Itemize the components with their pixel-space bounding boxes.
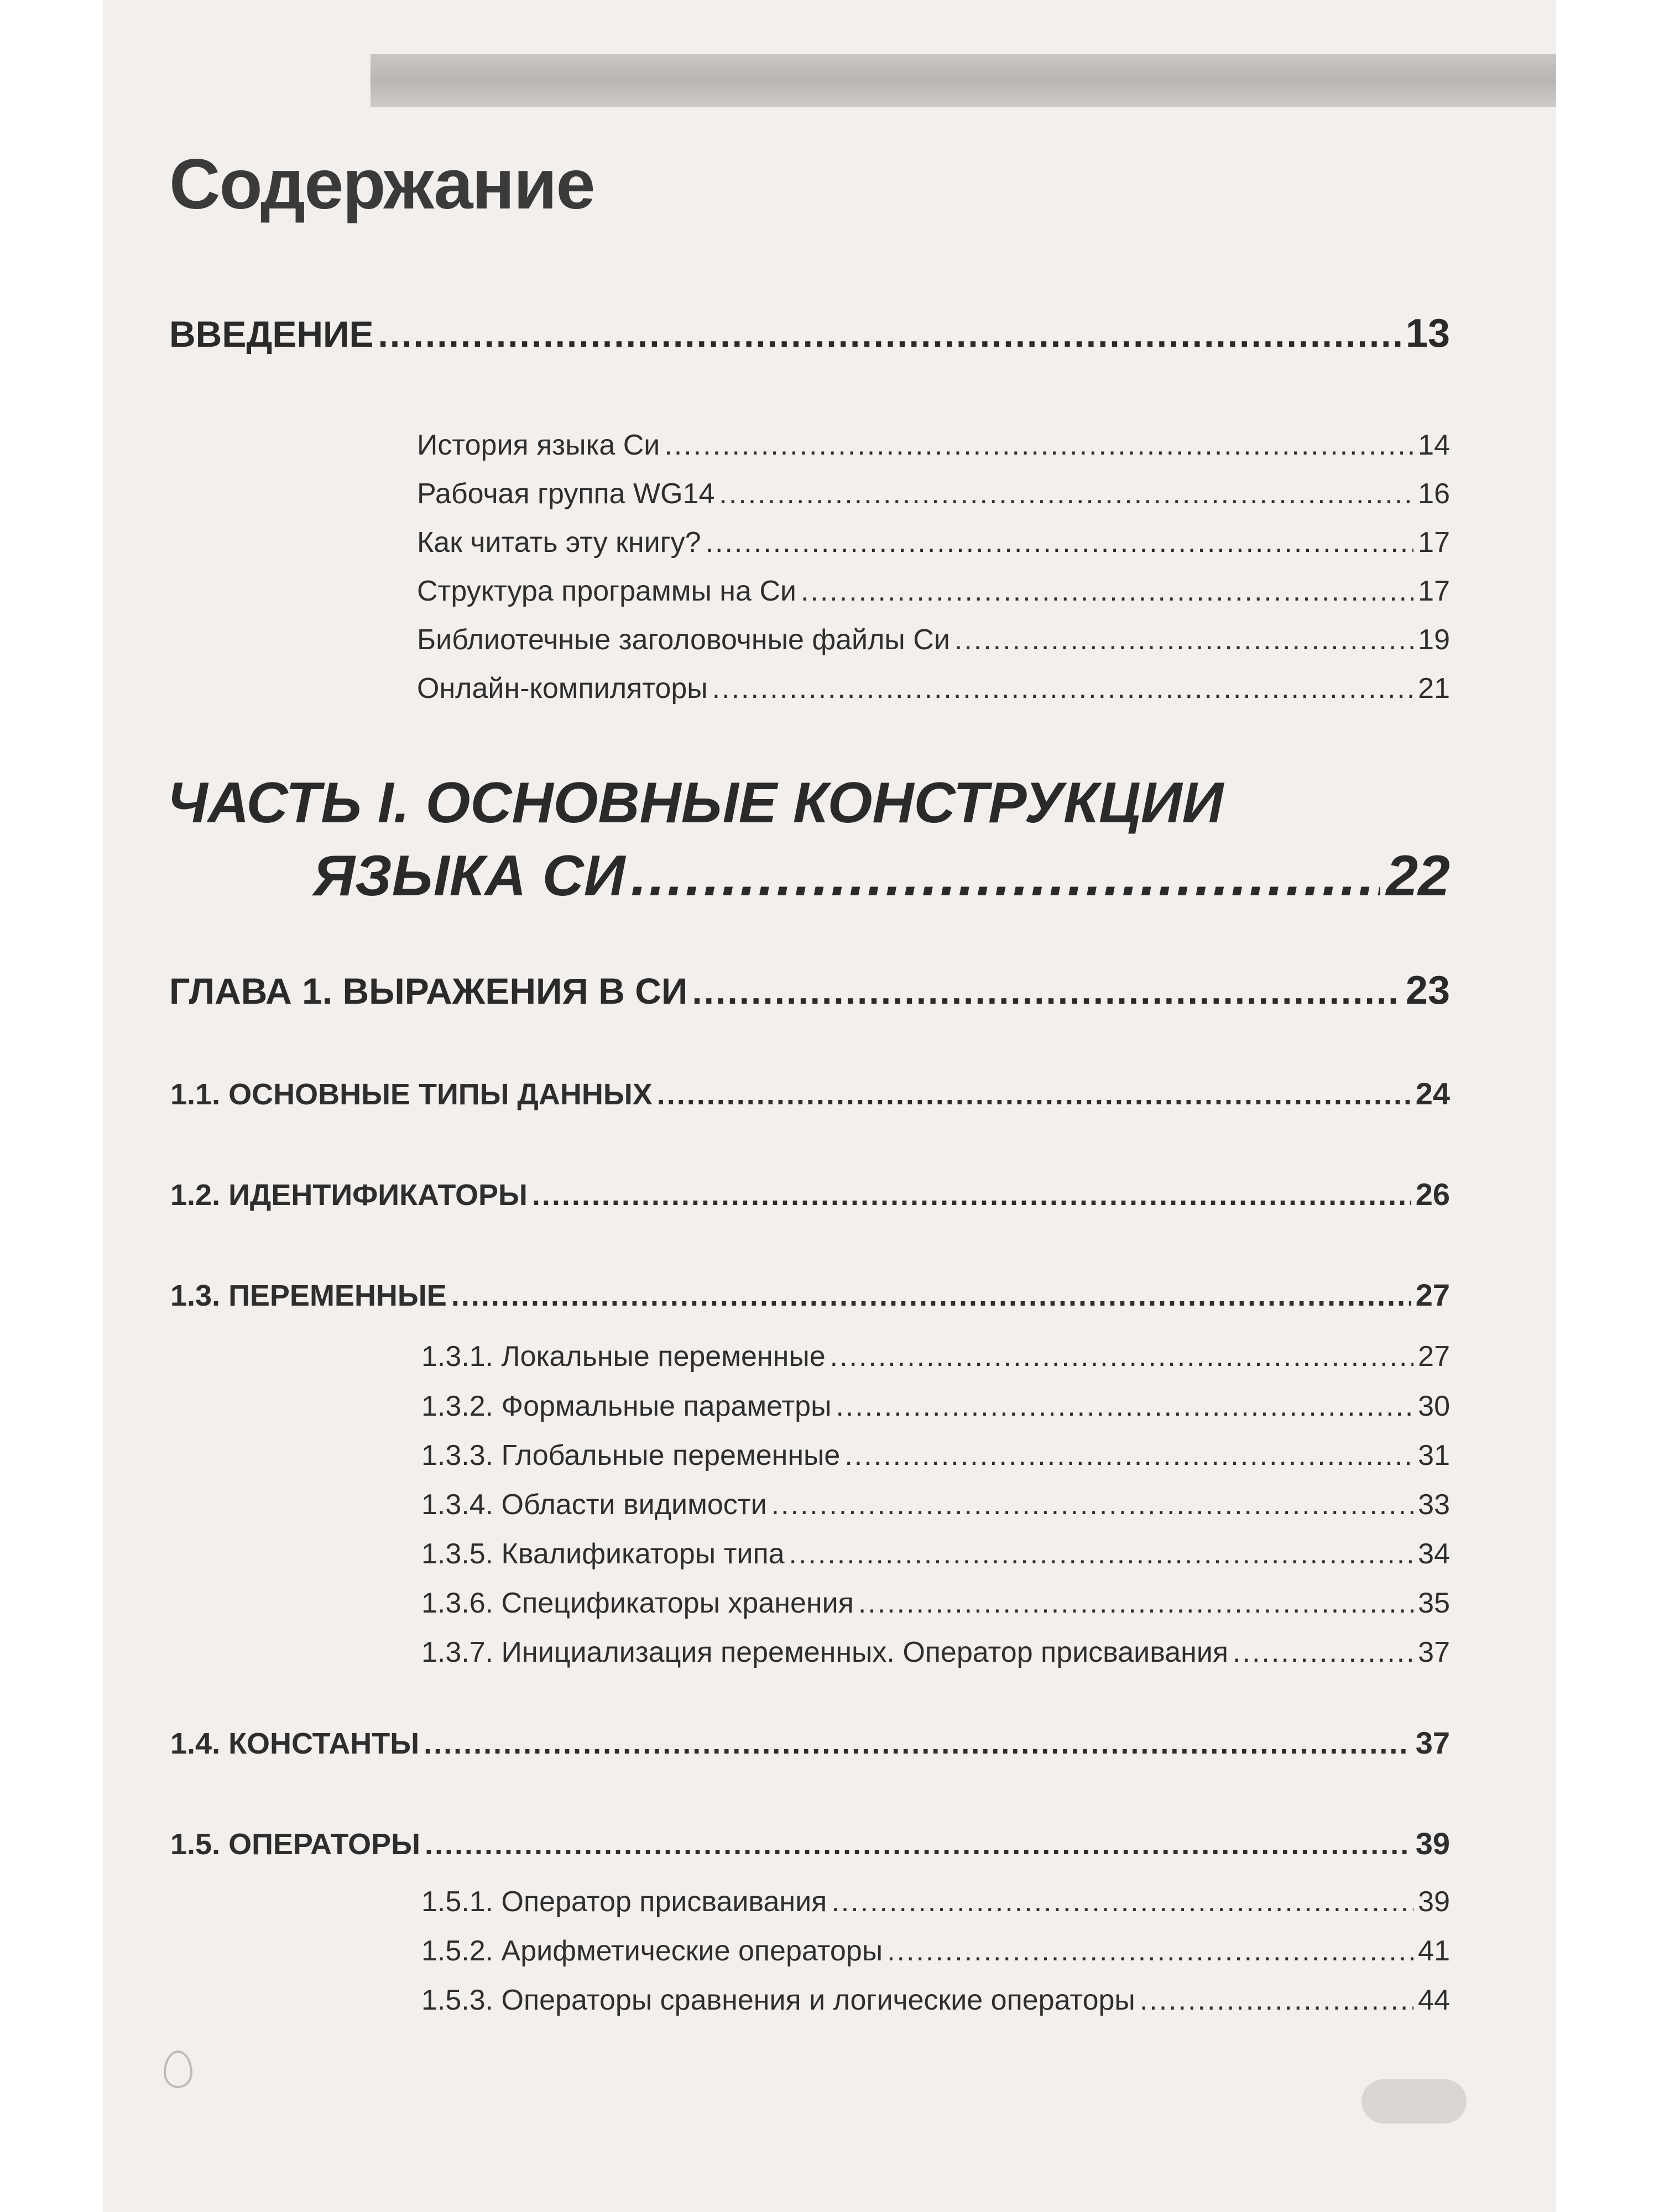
dot-leader	[706, 526, 1414, 560]
toc-entry-subsection[interactable]	[421, 1886, 1450, 1919]
toc-entry-page: 16	[1418, 478, 1450, 510]
toc-entry-label: Онлайн-компиляторы	[417, 672, 708, 705]
toc-entry-page: 17	[1418, 575, 1450, 607]
toc-entry-page: 13	[1405, 311, 1450, 356]
toc-entry-label: 1.3.3. Глобальные переменные	[421, 1439, 841, 1472]
toc-entry[interactable]	[417, 575, 1450, 608]
toc-entry-page: 39	[1415, 1826, 1450, 1861]
toc-entry-subsection[interactable]	[421, 1984, 1450, 2017]
toc-entry[interactable]	[417, 526, 1450, 560]
toc-entry-label: 1.2. ИДЕНТИФИКАТОРЫ	[170, 1178, 528, 1212]
toc-entry-label: 1.3.6. Спецификаторы хранения	[421, 1587, 854, 1619]
toc-entry-section[interactable]	[170, 1826, 1450, 1861]
toc-entry-page: 21	[1418, 672, 1450, 705]
dot-leader	[887, 1935, 1413, 1968]
toc-entry-page: 34	[1418, 1538, 1450, 1570]
dot-leader	[844, 1439, 1413, 1473]
toc-entry-page: 24	[1415, 1076, 1450, 1111]
dot-leader	[831, 1886, 1413, 1919]
toc-entry-page: 23	[1405, 968, 1450, 1013]
toc-entry-label: ГЛАВА 1. ВЫРАЖЕНИЯ В СИ	[169, 971, 688, 1011]
dot-leader	[378, 314, 1401, 356]
dot-leader	[424, 1726, 1411, 1761]
toc-entry-page: 41	[1418, 1935, 1450, 1967]
toc-entry[interactable]	[417, 478, 1450, 511]
dot-leader	[858, 1587, 1413, 1620]
toc-entry-section[interactable]	[170, 1177, 1450, 1212]
toc-entry-label: 1.3.2. Формальные параметры	[421, 1390, 832, 1422]
toc-entry[interactable]	[417, 624, 1450, 657]
dot-leader	[657, 1077, 1411, 1112]
dot-leader	[692, 971, 1401, 1013]
toc-entry-page: 33	[1418, 1489, 1450, 1521]
toc-entry-subsection[interactable]	[421, 1935, 1450, 1968]
toc-entry-page: 19	[1418, 624, 1450, 656]
dot-leader	[830, 1340, 1414, 1374]
toc-entry-label: 1.5. ОПЕРАТОРЫ	[170, 1828, 421, 1861]
toc-entry-label: Библиотечные заголовочные файлы Си	[417, 624, 950, 656]
toc-entry-page: 39	[1418, 1886, 1450, 1918]
toc-entry-intro[interactable]	[169, 311, 1450, 357]
toc-entry-label: История языка Си	[417, 429, 660, 461]
dot-leader	[719, 478, 1413, 511]
toc-entry-label: Структура программы на Си	[417, 575, 796, 607]
toc-entry-subsection[interactable]	[421, 1390, 1450, 1423]
toc-entry-section[interactable]	[170, 1725, 1450, 1761]
part-title-line-1[interactable]: ЧАСТЬ I. ОСНОВНЫЕ КОНСТРУКЦИИ	[167, 771, 1224, 835]
dot-leader	[664, 429, 1413, 462]
toc-entry-label: 1.5.1. Оператор присваивания	[421, 1886, 827, 1918]
part-page: 22	[1386, 844, 1450, 908]
toc-entry-label: 1.3.5. Квалификаторы типа	[421, 1538, 785, 1570]
dot-leader	[1140, 1984, 1413, 2017]
dot-leader	[954, 624, 1413, 657]
dot-leader	[532, 1178, 1411, 1212]
toc-entry-label: ВВЕДЕНИЕ	[169, 314, 374, 354]
toc-entry-page: 31	[1418, 1439, 1450, 1472]
dot-leader	[771, 1489, 1414, 1522]
toc-entry-label: Рабочая группа WG14	[417, 478, 715, 510]
dot-leader	[801, 575, 1413, 608]
toc-entry-page: 17	[1418, 526, 1450, 559]
toc-entry-page: 27	[1418, 1340, 1450, 1373]
toc-entry-label: Как читать эту книгу?	[417, 526, 701, 559]
dot-leader	[425, 1827, 1411, 1861]
toc-entry-section[interactable]	[170, 1076, 1450, 1112]
dot-leader	[451, 1279, 1411, 1313]
dot-leader	[836, 1390, 1413, 1423]
toc-entry-chapter-1[interactable]	[169, 968, 1450, 1014]
toc-entry-subsection[interactable]	[421, 1439, 1450, 1473]
toc-entry-page: 30	[1418, 1390, 1450, 1422]
toc-entry-label: 1.3.7. Инициализация переменных. Оператор присваивания	[421, 1636, 1229, 1668]
toc-entry[interactable]	[417, 429, 1450, 462]
toc-entry-label: 1.3. ПЕРЕМЕННЫЕ	[170, 1279, 447, 1312]
toc-entry-subsection[interactable]	[421, 1636, 1450, 1670]
toc-entry-page: 27	[1415, 1277, 1450, 1312]
toc-entry-page: 35	[1418, 1587, 1450, 1619]
toc-entry-subsection[interactable]	[421, 1538, 1450, 1571]
toc-entry-label: 1.5.3. Операторы сравнения и логические операторы	[421, 1984, 1135, 2016]
toc-entry-page: 37	[1415, 1725, 1450, 1760]
toc-entry-subsection[interactable]	[421, 1489, 1450, 1522]
dot-leader	[712, 672, 1413, 706]
part-title-line-2[interactable]	[313, 844, 1450, 908]
page-title: Содержание	[169, 145, 594, 224]
toc-entry-label: 1.4. КОНСТАНТЫ	[170, 1727, 420, 1760]
toc-entry-page: 37	[1418, 1636, 1450, 1668]
dot-leader	[1233, 1636, 1413, 1670]
toc-entry-label: 1.1. ОСНОВНЫЕ ТИПЫ ДАННЫХ	[170, 1078, 653, 1111]
dot-leader	[789, 1538, 1414, 1571]
toc-entry-label: 1.3.4. Области видимости	[421, 1489, 767, 1521]
toc-entry-label: 1.3.1. Локальные переменные	[421, 1340, 826, 1373]
toc-entry-page: 44	[1418, 1984, 1450, 2016]
toc-entry-subsection[interactable]	[421, 1340, 1450, 1374]
toc-entry-page: 14	[1418, 429, 1450, 461]
toc-entry-section[interactable]	[170, 1277, 1450, 1313]
part-title-label: ЯЗЫКА СИ	[313, 844, 625, 908]
toc-entry-label: 1.5.2. Арифметические операторы	[421, 1935, 883, 1967]
toc-entry[interactable]	[417, 672, 1450, 706]
toc-entry-subsection[interactable]	[421, 1587, 1450, 1620]
toc-entry-page: 26	[1415, 1177, 1450, 1212]
dot-leader	[630, 847, 1380, 905]
